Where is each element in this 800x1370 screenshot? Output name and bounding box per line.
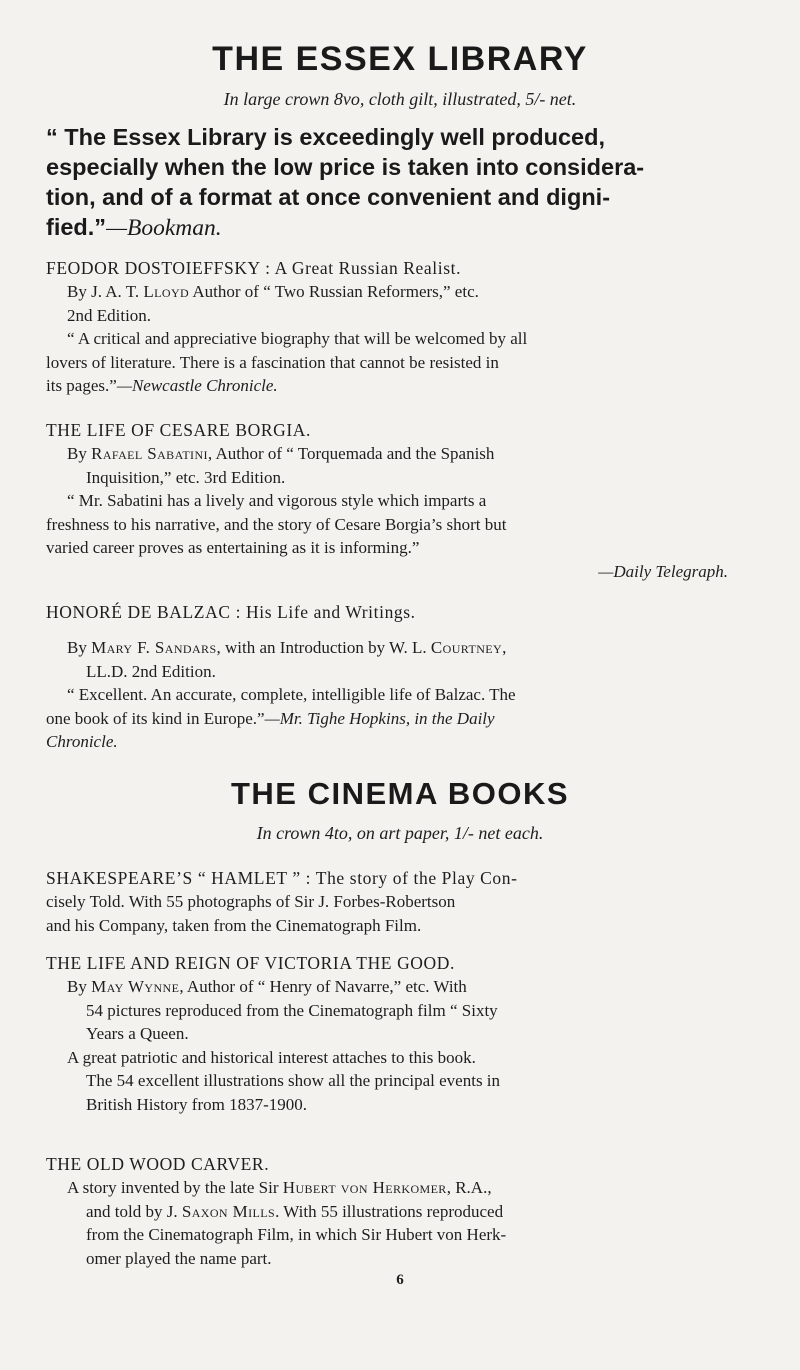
essex-library-quote: [46, 122, 766, 243]
entry-byline: By Rafael Sabatini, Author of “ Torquemada and the Spanish: [67, 444, 495, 463]
author-name: Lloyd: [143, 282, 190, 301]
entry-title-cont: cisely Told. With 55 photographs of Sir J. Forbes-Robertson: [46, 892, 456, 911]
entry-byline: By Mary F. Sandars, with an Introduction by W. L. Courtney,: [67, 638, 507, 657]
cinema-books-heading: THE CINEMA BOOKS: [230, 776, 570, 811]
author-name: Saxon Mills: [181, 1201, 276, 1221]
review-line: “ Excellent. An accurate, complete, intelligible life of Balzac. The: [67, 685, 516, 704]
review-source: —Mr. Tighe Hopkins, in the Daily: [264, 708, 495, 728]
quote-line: “ The Essex Library is exceedingly well produced,: [46, 124, 605, 150]
entry-old-wood-carver: [46, 1152, 770, 1270]
entry-byline-cont: Inquisition,” etc. 3rd Edition.: [86, 467, 286, 487]
entry-byline-cont: LL.D. 2nd Edition.: [86, 661, 216, 681]
quote-source: —Bookman.: [106, 215, 222, 241]
description-line: A story invented by the late Sir Hubert von Herkomer, R.A.,: [67, 1178, 492, 1197]
review-line: freshness to his narrative, and the story of Cesare Borgia’s short but: [46, 514, 507, 534]
description-line: British History from 1837-1900.: [86, 1094, 307, 1114]
entry-borgia: [46, 418, 770, 583]
author-name: Courtney: [430, 638, 503, 657]
entry-title: THE OLD WOOD CARVER.: [46, 1154, 270, 1174]
description-line: A great patriotic and historical interest attaches to this book.: [67, 1047, 476, 1067]
entry-title: HONORÉ DE BALZAC : His Life and Writings.: [46, 602, 416, 622]
entry-dostoieffsky: [46, 256, 770, 398]
entry-byline: By May Wynne, Author of “ Henry of Navarre,” etc. With: [67, 977, 467, 996]
cinema-books-subheading: In crown 4to, on art paper, 1/- net each.: [256, 823, 544, 843]
review-line: its pages.”—Newcastle Chronicle.: [46, 376, 278, 395]
review-line: “ Mr. Sabatini has a lively and vigorous style which imparts a: [67, 491, 487, 510]
review-source: —Newcastle Chronicle.: [116, 376, 278, 395]
review-line: one book of its kind in Europe.”—Mr. Tighe Hopkins, in the Daily: [46, 708, 495, 728]
review-source: —Daily Telegraph.: [598, 561, 728, 581]
entry-title: SHAKESPEARE’S “ HAMLET ” : The story of the Play Con-: [46, 868, 518, 888]
quote-line: fied.”—Bookman.: [46, 214, 222, 241]
description-line: and told by J. Saxon Mills. With 55 illustrations reproduced: [86, 1201, 504, 1221]
quote-line: tion, and of a format at once convenient and digni-: [46, 184, 611, 210]
author-name: Rafael Sabatini: [91, 444, 208, 463]
essex-library-subheading: In large crown 8vo, cloth gilt, illustrated, 5/- net.: [223, 89, 577, 109]
review-source: Chronicle.: [46, 732, 118, 751]
entry-byline: By J. A. T. Lloyd Author of “ Two Russian Reformers,” etc.: [67, 282, 479, 301]
entry-hamlet: [46, 866, 770, 937]
entry-title-cont: and his Company, taken from the Cinematograph Film.: [46, 915, 422, 935]
description-line: omer played the name part.: [86, 1248, 272, 1268]
description-line: The 54 excellent illustrations show all the principal events in: [86, 1071, 501, 1090]
review-line: lovers of literature. There is a fascination that cannot be resisted in: [46, 352, 499, 372]
description-line: from the Cinematograph Film, in which Sir Hubert von Herk-: [86, 1225, 507, 1244]
author-name: May Wynne: [91, 977, 180, 996]
entry-title: FEODOR DOSTOIEFFSKY : A Great Russian Realist.: [46, 258, 462, 278]
page-number: 6: [396, 1272, 404, 1288]
quote-line: especially when the low price is taken into considera-: [46, 154, 645, 180]
entry-victoria: [46, 951, 770, 1116]
review-line: “ A critical and appreciative biography that will be welcomed by all: [67, 329, 528, 348]
entry-edition: 2nd Edition.: [67, 305, 152, 325]
author-name: Hubert von Herkomer: [282, 1178, 447, 1197]
author-name: Mary F. Sandars: [91, 638, 217, 657]
entry-byline-cont: Years a Queen.: [86, 1024, 189, 1043]
entry-byline-cont: 54 pictures reproduced from the Cinematograph film “ Sixty: [86, 1000, 498, 1020]
entry-balzac: [46, 600, 770, 754]
entry-title: THE LIFE OF CESARE BORGIA.: [46, 420, 311, 440]
review-line: varied career proves as entertaining as it is informing.”: [46, 538, 420, 557]
essex-library-heading: THE ESSEX LIBRARY: [212, 40, 588, 78]
entry-title: THE LIFE AND REIGN OF VICTORIA THE GOOD.: [46, 953, 455, 973]
